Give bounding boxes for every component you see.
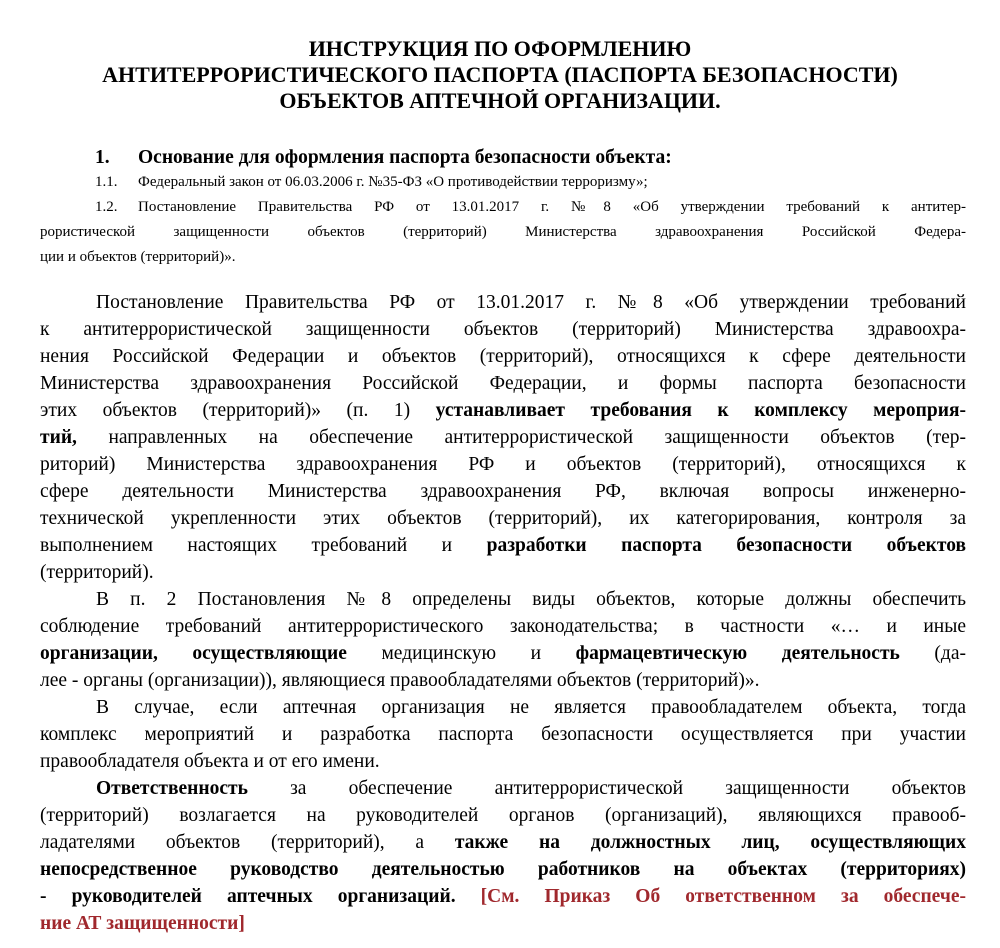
p2-line-3-bold-2: фармацевтическую деятельность [575, 643, 900, 664]
p4-line-4 [40, 856, 966, 883]
p4-line-1 [40, 775, 966, 802]
p1-line-10 [40, 532, 966, 559]
p3-line-2: комплекс мероприятий и разработка паспорта безопасности осуществляется при участии [40, 724, 966, 745]
p4-line-5-bold: - руководителей аптечных организаций. [40, 886, 456, 907]
title-line-3: ОБЪЕКТОВ АПТЕЧНОЙ ОРГАНИЗАЦИИ. [279, 88, 721, 113]
section-heading-text: Основание для оформления паспорта безопасности объекта: [138, 147, 672, 168]
basis-item-1 [40, 170, 966, 195]
p4-line-3-bold: также на должностных лиц, осуществляющих [454, 832, 966, 853]
p1-line-2: к антитеррористической защищенности объектов (территорий) Министерства здравоохра- [40, 319, 966, 340]
p2-line-4: лее - органы (организации)), являющиеся правообладателями объектов (территорий)». [40, 670, 760, 691]
p2-line-3-bold-1: организации, осуществляющие [40, 643, 347, 664]
basis-item-1-number: 1.1. [95, 174, 118, 190]
basis-item-2-line-1: Постановление Правительства РФ от 13.01.2017 г. №8 «Об утверждении требований к антитер- [138, 199, 966, 215]
p4-line-3 [40, 829, 966, 856]
p1-line-1: Постановление Правительства РФ от 13.01.2017 г. №8 «Об утверждении требований [96, 292, 966, 313]
p4-line-4-bold: непосредственное руководство деятельностью работников на объектах (территориях) [40, 859, 966, 880]
p3-line-3: правообладателя объекта и от его имени. [40, 751, 380, 772]
p2-line-3 [40, 640, 966, 667]
p1-line-10-text: выполнением настоящих требований и [40, 535, 453, 556]
basis-item-2-number: 1.2. [95, 199, 118, 215]
p4-line-5 [40, 883, 966, 910]
p1-line-11: (территорий). [40, 562, 154, 583]
p2-line-1: В п. 2 Постановления №8 определены виды объектов, которые должны обеспечить [96, 589, 966, 610]
basis-item-1-text: Федеральный закон от 06.03.2006 г. №35-ФЗ «О противодействии терроризму»; [138, 174, 648, 190]
p1-line-6-text: направленных на обеспечение антитеррористической защищенности объектов (тер- [108, 427, 966, 448]
p1-line-3: нения Российской Федерации и объектов (территорий), относящихся к сфере деятельности [40, 346, 966, 367]
p1-line-8: сфере деятельности Министерства здравоохранения РФ, включая вопросы инженерно- [40, 481, 966, 502]
p1-line-6 [40, 424, 966, 451]
basis-item-2-line-2: рористической защищенности объектов (территорий) Министерства здравоохранения Российской Федера- [40, 224, 966, 240]
p2-line-3-text-2: (да- [934, 643, 966, 664]
p1-line-9: технической укрепленности этих объектов (территорий), их категорирования, контроля за [40, 508, 966, 529]
section-1-heading [95, 147, 672, 169]
p1-line-5-text: этих объектов (территорий)» (п. 1) [40, 400, 411, 421]
order-reference-link-continued[interactable]: ние АТ защищенности] [40, 913, 245, 934]
document-title [40, 36, 960, 114]
p4-line-3-text: ладателями объектов (территорий), а [40, 832, 425, 853]
p1-line-6-bold: тий, [40, 427, 77, 448]
p1-line-7: риторий) Министерства здравоохранения РФ и объектов (территорий), относящихся к [40, 454, 966, 475]
section-number: 1. [95, 147, 110, 168]
p4-line-6 [40, 910, 966, 937]
p1-line-5 [40, 397, 966, 424]
title-line-2: АНТИТЕРРОРИСТИЧЕСКОГО ПАСПОРТА (ПАСПОРТА БЕЗОПАСНОСТИ) [102, 62, 898, 87]
p3-line-1: В случае, если аптечная организация не является правообладателем объекта, тогда [96, 697, 966, 718]
title-line-1: ИНСТРУКЦИЯ ПО ОФОРМЛЕНИЮ [308, 36, 692, 61]
p4-line-1-bold: Ответственность [96, 778, 248, 799]
basis-item-2 [40, 195, 966, 220]
order-reference-link[interactable]: [См. Приказ Об ответственном за обеспече- [480, 886, 966, 907]
p1-line-10-bold: разработки паспорта безопасности объектов [486, 535, 966, 556]
basis-item-2-line-3: ции и объектов (территорий)». [40, 249, 236, 265]
p4-line-1-text: за обеспечение антитеррористической защищенности объектов [290, 778, 966, 799]
p2-line-3-text-1: медицинскую и [381, 643, 542, 664]
p1-line-4: Министерства здравоохранения Российской Федерации, и формы паспорта безопасности [40, 373, 966, 394]
p2-line-2: соблюдение требований антитеррористического законодательства; в частности «… и иные [40, 616, 966, 637]
p1-line-5-bold: устанавливает требования к комплексу мероприя- [435, 400, 966, 421]
document-body [40, 289, 966, 937]
basis-list [40, 170, 966, 270]
p4-line-2: (территорий) возлагается на руководителей органов (организаций), являющихся правооб- [40, 805, 966, 826]
